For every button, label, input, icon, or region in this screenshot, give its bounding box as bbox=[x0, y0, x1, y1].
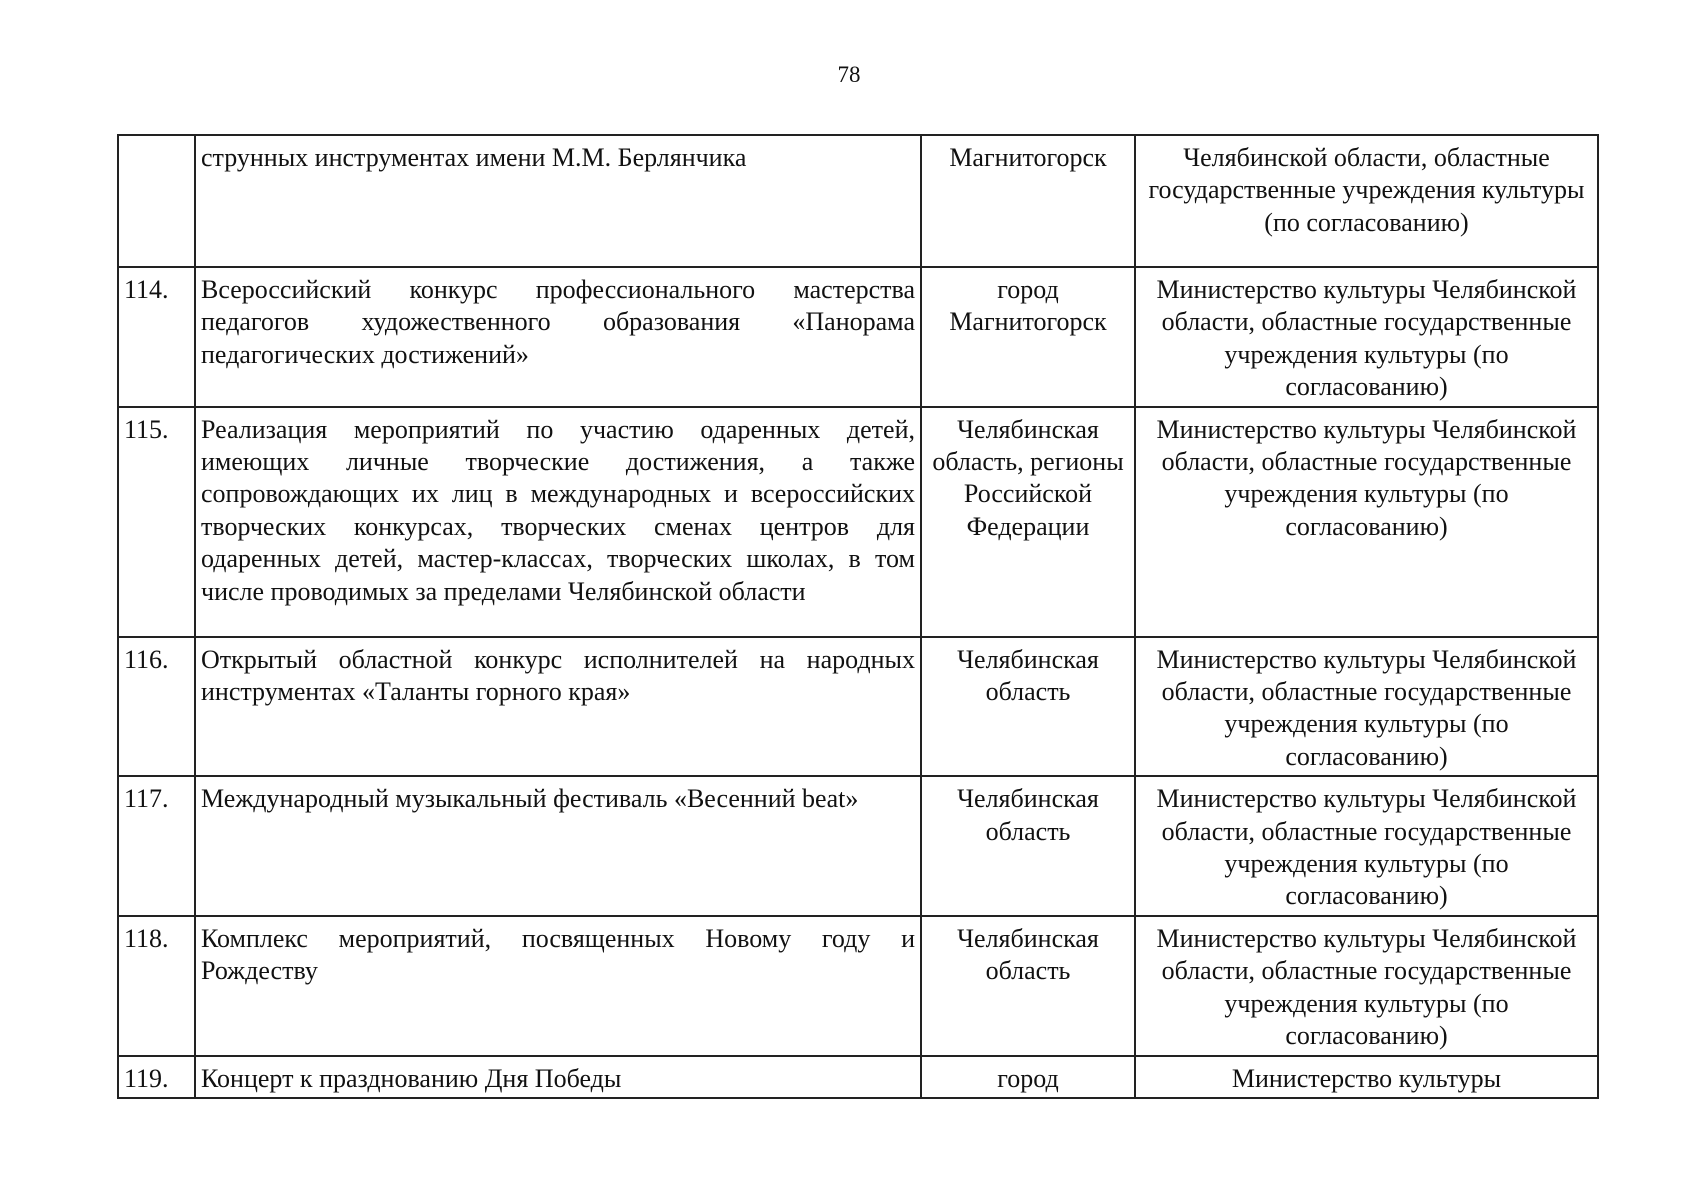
events-table bbox=[117, 134, 1599, 1099]
event-place-cell: Челябинская область bbox=[921, 637, 1135, 777]
responsible-cell: Министерство культуры Челябинской области, областные государственные учреждения культуры (по согласованию) bbox=[1135, 267, 1598, 407]
responsible-cell: Министерство культуры Челябинской области, областные государственные учреждения культуры (по согласованию) bbox=[1135, 637, 1598, 777]
event-place-cell: Магнитогорск bbox=[921, 135, 1135, 267]
row-number-cell bbox=[118, 135, 195, 267]
row-number-cell: 116. bbox=[118, 637, 195, 777]
row-number-cell: 115. bbox=[118, 407, 195, 637]
event-name-cell: Концерт к празднованию Дня Победы bbox=[195, 1056, 921, 1098]
responsible-cell: Челябинской области, областные государственные учреждения культуры (по согласованию) bbox=[1135, 135, 1598, 267]
event-name-cell: струнных инструментах имени М.М. Берлянчика bbox=[195, 135, 921, 267]
event-name-cell: Открытый областной конкурс исполнителей на народных инструментах «Таланты горного края» bbox=[195, 637, 921, 777]
table-row bbox=[118, 916, 1598, 1056]
event-place-cell: Челябинская область bbox=[921, 776, 1135, 916]
responsible-cell: Министерство культуры Челябинской области, областные государственные учреждения культуры (по согласованию) bbox=[1135, 776, 1598, 916]
event-name-cell: Реализация мероприятий по участию одаренных детей, имеющих личные творческие достижения, а также сопровождающих их лиц в международных и всероссийских творческих конкурсах, творческих сменах центров для одаренных детей, мастер-классах, творческих школах, в том числе проводимых за пределами Челябинской области bbox=[195, 407, 921, 637]
table-row bbox=[118, 776, 1598, 916]
table-row bbox=[118, 267, 1598, 407]
row-number-cell: 119. bbox=[118, 1056, 195, 1098]
responsible-cell: Министерство культуры Челябинской области, областные государственные учреждения культуры (по согласованию) bbox=[1135, 407, 1598, 637]
responsible-cell: Министерство культуры Челябинской области, областные государственные учреждения культуры (по согласованию) bbox=[1135, 916, 1598, 1056]
table-row bbox=[118, 135, 1598, 267]
event-name-cell: Комплекс мероприятий, посвященных Новому году и Рождеству bbox=[195, 916, 921, 1056]
table-row bbox=[118, 637, 1598, 777]
page-number: 78 bbox=[837, 62, 861, 87]
event-place-cell: город Магнитогорск bbox=[921, 267, 1135, 407]
row-number-cell: 114. bbox=[118, 267, 195, 407]
table-row bbox=[118, 1056, 1598, 1098]
event-place-cell: город bbox=[921, 1056, 1135, 1098]
row-number-cell: 118. bbox=[118, 916, 195, 1056]
event-place-cell: Челябинская область bbox=[921, 916, 1135, 1056]
row-number-cell: 117. bbox=[118, 776, 195, 916]
event-place-cell: Челябинская область, регионы Российской Федерации bbox=[921, 407, 1135, 637]
event-name-cell: Международный музыкальный фестиваль «Весенний beat» bbox=[195, 776, 921, 916]
event-name-cell: Всероссийский конкурс профессионального мастерства педагогов художественного образования «Панорама педагогических достижений» bbox=[195, 267, 921, 407]
table-row bbox=[118, 407, 1598, 637]
responsible-cell: Министерство культуры bbox=[1135, 1056, 1598, 1098]
